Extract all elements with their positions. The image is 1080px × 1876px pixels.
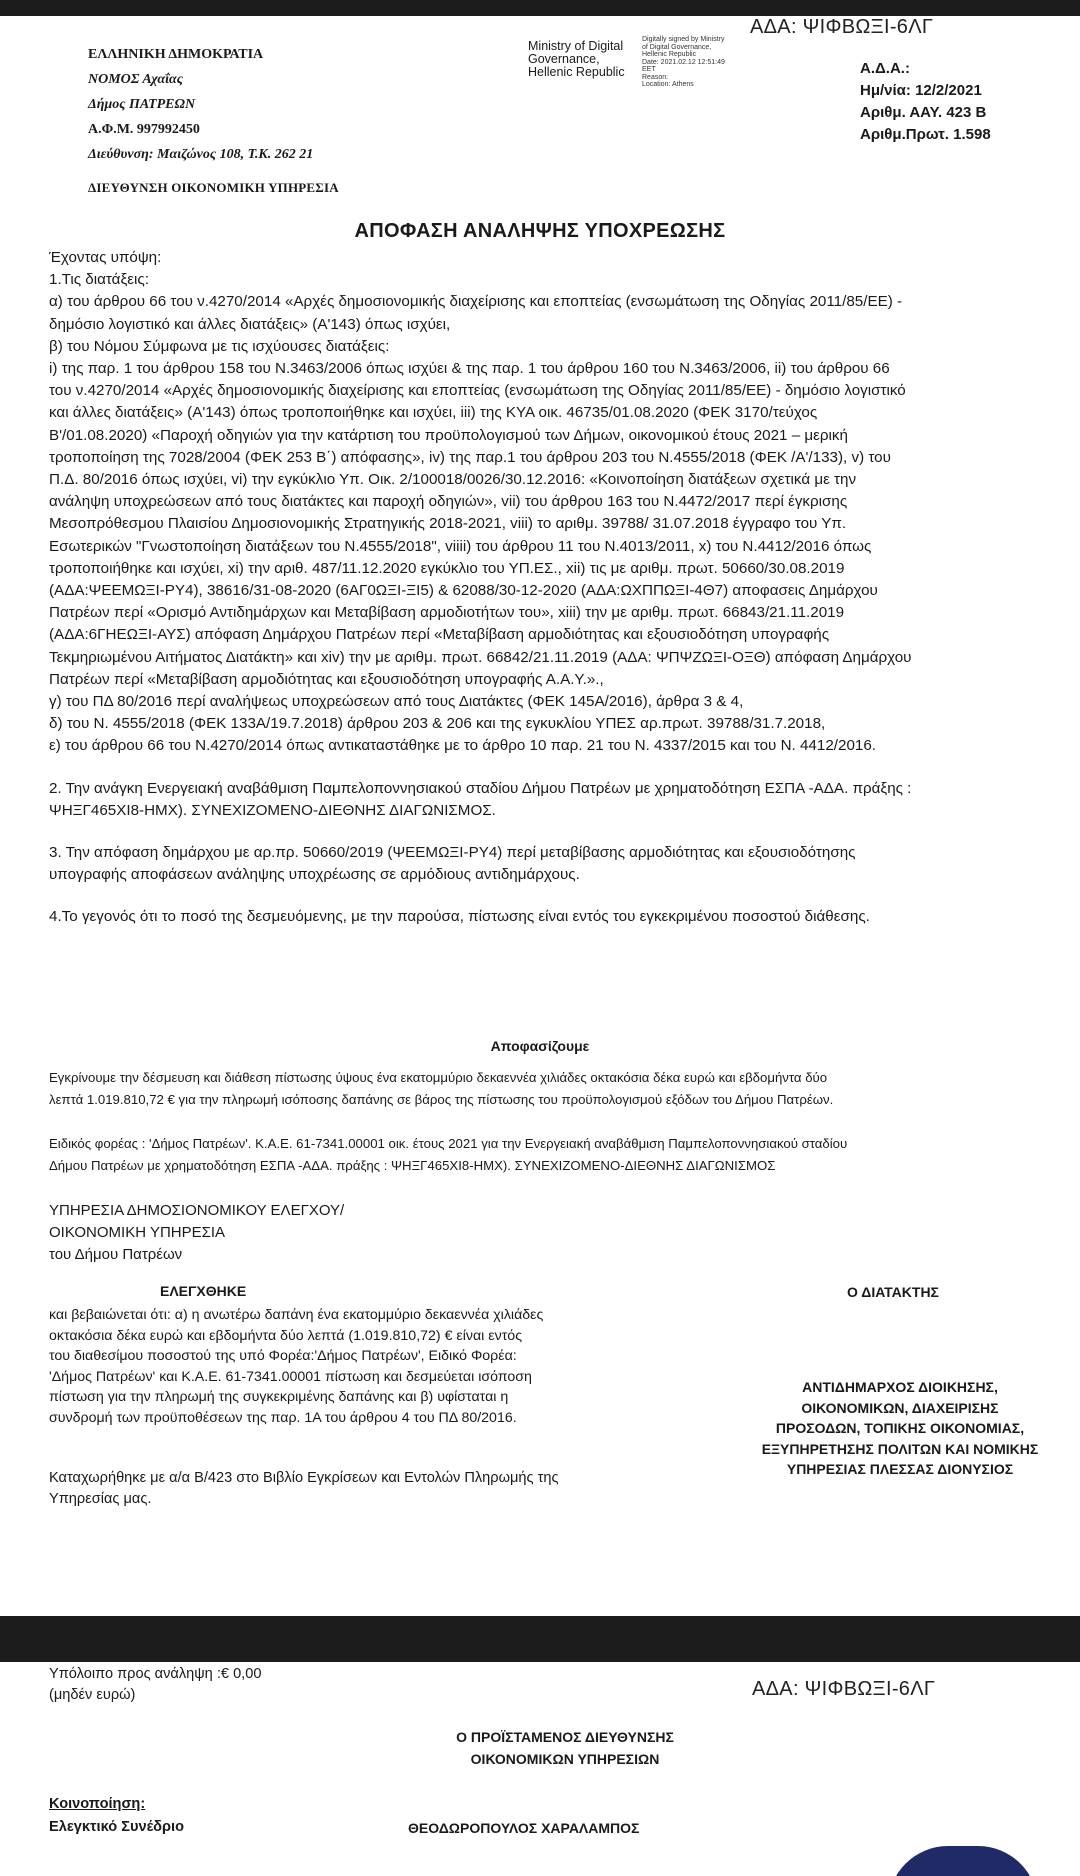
document-reference-block — [860, 58, 991, 146]
provision-line: Β'/01.08.2020) «Παροχή οδηγιών για την κατάρτιση του προϋπολογισμού των Δήμων, οικονομικού έτους 2021 – μερική — [49, 426, 848, 444]
provision-line: τροποποίηση της 7028/2004 (ΦΕΚ 253 Β΄) απόφασης», iv) της παρ.1 του άρθρου 203 του Ν.4555/2018 (ΦΕΚ /Α'/133), v) του — [49, 448, 891, 466]
service-line: ΥΠΗΡΕΣΙΑ ΔΗΜΟΣΙΟΝΟΜΙΚΟΥ ΕΛΕΓΧΟΥ/ — [49, 1202, 345, 1219]
signature-label-line: Ministry of Digital — [528, 39, 624, 53]
provision-line: 1.Τις διατάξεις: — [49, 271, 149, 289]
checked-text — [49, 1305, 543, 1429]
remaining-line: Υπόλοιπο προς ανάληψη :€ 0,00 — [49, 1666, 262, 1682]
signature-block-line: ΑΝΤΙΔΗΜΑΡΧΟΣ ΔΙΟΙΚΗΣΗΣ, — [802, 1379, 998, 1395]
item-3-line: 3. Την απόφαση δημάρχου με αρ.πρ. 50660/2019 (ΨΕΕΜΩΞΙ-ΡΥ4) περί μεταβίβασης αρμοδιότητας και εξουσιοδότησης — [49, 844, 856, 862]
provision-line: β) του Νόμου Σύμφωνα με τις ισχύουσες διατάξεις: — [49, 337, 390, 355]
registration-line: Καταχωρήθηκε με α/α Β/423 στο Βιβλίο Εγκρίσεων και Εντολών Πληρωμής της — [49, 1470, 559, 1486]
signature-detail-line: Location: Athens — [642, 81, 694, 88]
ada-header: ΑΔΑ: ΨΙΦΒΩΞΙ-6ΛΓ — [750, 16, 934, 38]
ada-footer: ΑΔΑ: ΨΙΦΒΩΞΙ-6ΛΓ — [752, 1678, 936, 1700]
issuer-block — [88, 42, 313, 167]
provision-line: ε) του άρθρου 66 του Ν.4270/2014 όπως αντικαταστάθηκε με το άρθρο 10 παρ. 21 του Ν. 4337/2015 και του Ν. 4412/2016. — [49, 737, 876, 755]
item-4: 4.Το γεγονός ότι το ποσό της δεσμευόμενης, με την παρούσα, πίστωσης είναι εντός του εγκεκριμένου ποσοστού διάθεσης. — [49, 908, 870, 926]
provisions-body — [49, 247, 1049, 929]
top-system-bar — [0, 0, 1080, 16]
director-line: ΟΙΚΟΝΟΜΙΚΩΝ ΥΠΗΡΕΣΙΩΝ — [470, 1751, 660, 1767]
signature-block-line: ΠΡΟΣΟΔΩΝ, ΤΟΠΙΚΗΣ ΟΙΚΟΝΟΜΙΑΣ, — [775, 1420, 1025, 1436]
reference-line: Α.Δ.Α.: — [860, 60, 910, 77]
reference-line: Αριθμ.Πρωτ. 1.598 — [860, 126, 991, 143]
reference-line: Ημ/νία: 12/2/2021 — [860, 82, 982, 99]
checked-line: 'Δήμος Πατρέων' και Κ.Α.Ε. 61-7341.00001 πίστωση και δεσμεύεται ισόποση — [49, 1368, 532, 1385]
provision-line: Πατρέων περί «Μεταβίβαση αρμοδιότητας και εξουσιοδότηση υπογραφής Α.Α.Υ.»., — [49, 670, 604, 688]
signature-detail-line: EET — [642, 66, 656, 73]
registration-text — [49, 1468, 559, 1510]
floating-action-button[interactable] — [888, 1846, 1038, 1876]
checked-line: οκτακόσια δέκα ευρώ και εβδομήντα δύο λεπτά (1.019.810,72) € είναι εντός — [49, 1327, 523, 1344]
checked-heading: ΕΛΕΓΧΘΗΚΕ — [160, 1283, 247, 1299]
provision-line: γ) του ΠΔ 80/2016 περί αναλήψεως υποχρεώσεων από τους Διατάκτες (ΦΕΚ 145Α/2016), άρθρα 3 & 4, — [49, 693, 744, 711]
authorizer-signature-block — [735, 1377, 1065, 1480]
issuer-line: ΕΛΛΗΝΙΚΗ ΔΗΜΟΚΡΑΤΙΑ — [88, 47, 264, 62]
digital-signature-details — [642, 36, 762, 89]
provision-line: Πατρέων περί «Ορισμό Αντιδημάρχων και Μεταβίβαση αρμοδιοτήτων του», xiii) την με αριθμ. πρωτ. 66843/21.11.2019 — [49, 604, 845, 622]
provision-line: (ΑΔΑ:6ΓΗΕΩΞΙ-ΑΥΣ) απόφαση Δημάρχου Πατρέων περί «Μεταβίβαση αρμοδιότητας και εξουσιοδότηση υπογραφής — [49, 626, 830, 644]
decision-line: λεπτά 1.019.810,72 € για την πληρωμή ισόποσης δαπάνης σε βάρος της πίστωσης του προϋπολογισμού εξόδων του Δήμου Πατρέων. — [49, 1092, 834, 1107]
service-line: του Δήμου Πατρέων — [49, 1246, 183, 1263]
checked-line: του διαθεσίμου ποσοστού της υπό Φορέα:'Δήμος Πατρέων', Ειδικό Φορέα: — [49, 1348, 517, 1365]
checked-line: συνδρομή των προϋποθέσεων της παρ. 1Α του άρθρου 4 του ΠΔ 80/2016. — [49, 1409, 517, 1426]
issuer-line: Δήμος ΠΑΤΡΕΩΝ — [88, 97, 196, 112]
issuer-line: ΝΟΜΟΣ Αχαΐας — [88, 72, 183, 87]
signature-detail-line: Reason: — [642, 73, 669, 81]
decision-text — [49, 1067, 833, 1111]
service-line: ΟΙΚΟΝΟΜΙΚΗ ΥΠΗΡΕΣΙΑ — [49, 1224, 226, 1241]
special-body-line: Δήμου Πατρέων με χρηματοδότηση ΕΣΠΑ -ΑΔΑ. πράξης : ΨΗΞΓ465ΧΙ8-ΗΜΧ). ΣΥΝΕΧΙΖΟΜΕΝΟ-ΔΙΕΘΝΗΣ ΔΙΑΓΩΝΙΣΜΟΣ — [49, 1158, 776, 1173]
provision-line: α) του άρθρου 66 του ν.4270/2014 «Αρχές δημοσιονομικής διαχείρισης και εποπτείας (ενσωμάτωση της Οδηγίας 2011/85/ΕΕ) - — [49, 293, 903, 311]
special-body-text — [49, 1133, 847, 1177]
signature-block-line: ΕΞΥΠΗΡΕΤΗΣΗΣ ΠΟΛΙΤΩΝ ΚΑΙ ΝΟΜΙΚΗΣ — [761, 1440, 1039, 1457]
decision-heading: Αποφασίζουμε — [490, 1038, 590, 1054]
remaining-line: (μηδέν ευρώ) — [49, 1687, 136, 1703]
provision-line: δ) του Ν. 4555/2018 (ΦΕΚ 133Α/19.7.2018) άρθρου 203 & 206 και της εγκυκλίου ΥΠΕΣ αρ.πρωτ. 39788/31.7.2018, — [49, 715, 826, 733]
signature-label-line: Governance, — [528, 52, 600, 66]
signature-detail-line: of Digital Governance, — [642, 43, 712, 51]
provision-line: δημόσιο λογιστικό και άλλες διατάξεις» (Α'143) όπως ισχύει, — [49, 315, 451, 333]
registration-line: Υπηρεσίας μας. — [49, 1491, 152, 1507]
item-3 — [49, 842, 1049, 886]
provisions-list — [49, 247, 1049, 758]
issuer-line: Διεύθυνση: Μαιζώνος 108, Τ.Κ. 262 21 — [88, 147, 314, 162]
provision-line: του ν.4270/2014 «Αρχές δημοσιονομικής διαχείρισης και εποπτείας (ενσωμάτωση της Οδηγίας 2011/85/ΕΕ) - δημόσιο λογιστικό — [49, 382, 906, 400]
digital-signature-label — [528, 40, 638, 79]
decision-line: Εγκρίνουμε την δέσμευση και διάθεση πίστωσης ύψους ένα εκατομμύριο δεκαεννέα χιλιάδες οκτακόσια δέκα ευρώ και εβδομήντα δύο — [49, 1070, 828, 1085]
provision-line: Εσωτερικών "Γνωστοποίηση διατάξεων του Ν.4555/2018", viiii) του άρθρου 11 του Ν.4013/2011, x) του Ν.4412/2016 όπως — [49, 537, 872, 555]
special-body-line: Ειδικός φορέας : 'Δήμος Πατρέων'. Κ.Α.Ε. 61-7341.00001 οικ. έτους 2021 για την Ενεργειακή αναβάθμιση Παμπελοποννησιακού σταδίου — [49, 1136, 848, 1151]
item-2-line: 2. Την ανάγκη Ενεργειακή αναβάθμιση Παμπελοποννησιακού σταδίου Δήμου Πατρέων με χρηματοδότηση ΕΣΠΑ -ΑΔΑ. πράξης : — [49, 779, 912, 797]
department-heading: ΔΙΕΥΘΥΝΣΗ ΟΙΚΟΝΟΜΙΚΗ ΥΠΗΡΕΣΙΑ — [88, 180, 339, 195]
signature-label-line: Hellenic Republic — [528, 65, 625, 79]
signature-block-line: ΟΙΚΟΝΟΜΙΚΩΝ, ΔΙΑΧΕΙΡΙΣΗΣ — [801, 1399, 999, 1416]
provision-line: i) της παρ. 1 του άρθρου 158 του Ν.3463/2006 όπως ισχύει & της παρ. 1 του άρθρου 160 του Ν.3463/2006, ii) του άρθρου 66 — [49, 360, 890, 378]
authorizer-heading: Ο ΔΙΑΤΑΚΤΗΣ — [847, 1284, 939, 1300]
provision-line: και άλλες διατάξεις» (Α'143) όπως τροποποιήθηκε και ισχύει, iii) της ΚΥΑ οικ. 46735/01.08.2020 (ΦΕΚ 3170/τεύχος — [49, 404, 818, 422]
provision-line: ανάληψη υποχρεώσεων από τους διατάκτες και παροχή οδηγιών», vii) του άρθρου 163 του Ν.4472/2017 περί έγκρισης — [49, 493, 848, 511]
provision-line: (ΑΔΑ:ΨΕΕΜΩΞΙ-ΡΥ4), 38616/31-08-2020 (6ΑΓ0ΩΞΙ-ΞΙ5) & 62088/30-12-2020 (ΑΔΑ:ΩΧΠΠΩΞΙ-4Θ7) αποφασεις Δημάρχου — [49, 582, 878, 600]
issuer-line: Α.Φ.Μ. 997992450 — [88, 122, 200, 137]
signature-block-line: ΥΠΗΡΕΣΙΑΣ ΠΛΕΣΣΑΣ ΔΙΟΝΥΣΙΟΣ — [786, 1461, 1014, 1477]
signature-detail-line: Date: 2021.02.12 12:51:49 — [642, 58, 725, 66]
director-name: ΘΕΟΔΩΡΟΠΟΥΛΟΣ ΧΑΡΑΛΑΜΠΟΣ — [408, 1820, 640, 1836]
provision-line: Έχοντας υπόψη: — [49, 249, 162, 266]
item-3-line: υπογραφής αποφάσεων ανάληψης υποχρέωσης σε αρμόδιους αντιδημάρχους. — [49, 866, 580, 884]
reference-line: Αριθμ. ΑΑΥ. 423 Β — [860, 104, 987, 121]
page-separator-bar — [0, 1616, 1080, 1662]
provision-line: τροποποιήθηκε και ισχύει, xi) την αριθ. 487/11.12.2020 εγκύκλιο του ΥΠ.ΕΣ., xii) τις με αριθμ. πρωτ. 50660/30.08.2019 — [49, 559, 845, 577]
notification-recipient: Ελεγκτικό Συνέδριο — [49, 1819, 185, 1835]
remaining-balance — [49, 1664, 261, 1706]
provision-line: Τεκμηριωμένου Αιτήματος Διατάκτη» και xiv) την με αριθμ. πρωτ. 66842/21.11.2019 (ΑΔΑ: ΨΠΨΖΩΞΙ-ΟΞΘ) απόφαση Δημάρχου — [49, 648, 912, 666]
signature-detail-line: Digitally signed by Ministry — [642, 36, 725, 43]
director-line: Ο ΠΡΟΪΣΤΑΜΕΝΟΣ ΔΙΕΥΘΥΝΣΗΣ — [456, 1729, 674, 1745]
checked-line: πίστωση για την πληρωμή της συγκεκριμένης δαπάνης και β) υφίσταται η — [49, 1389, 509, 1406]
item-2 — [49, 778, 1049, 822]
notification-label: Κοινοποίηση: — [49, 1796, 146, 1812]
item-2-line: ΨΗΞΓ465ΧΙ8-ΗΜΧ). ΣΥΝΕΧΙΖΟΜΕΝΟ-ΔΙΕΘΝΗΣ ΔΙΑΓΩΝΙΣΜΟΣ. — [49, 801, 496, 819]
document-title: ΑΠΟΦΑΣΗ ΑΝΑΛΗΨΗΣ ΥΠΟΧΡΕΩΣΗΣ — [354, 220, 726, 242]
signature-detail-line: Hellenic Republic — [642, 51, 697, 58]
director-heading — [390, 1726, 740, 1770]
checked-line: και βεβαιώνεται ότι: α) η ανωτέρω δαπάνη ένα εκατομμύριο δεκαεννέα χιλιάδες — [49, 1307, 544, 1323]
provision-line: Μεσοπρόθεσμου Πλαισίου Δημοσιονομικής Στρατηγικής 2018-2021, viii) το αριθμ. 39788/ 31.07.2018 έγγραφο του Υπ. — [49, 515, 847, 533]
provision-line: Π.Δ. 80/2016 όπως ισχύει, vi) την εγκύκλιο Υπ. Οικ. 2/100018/0026/30.12.2016: «Κοινοποίηση διατάξεων σχετικά με την — [49, 471, 857, 489]
service-block — [49, 1200, 344, 1266]
